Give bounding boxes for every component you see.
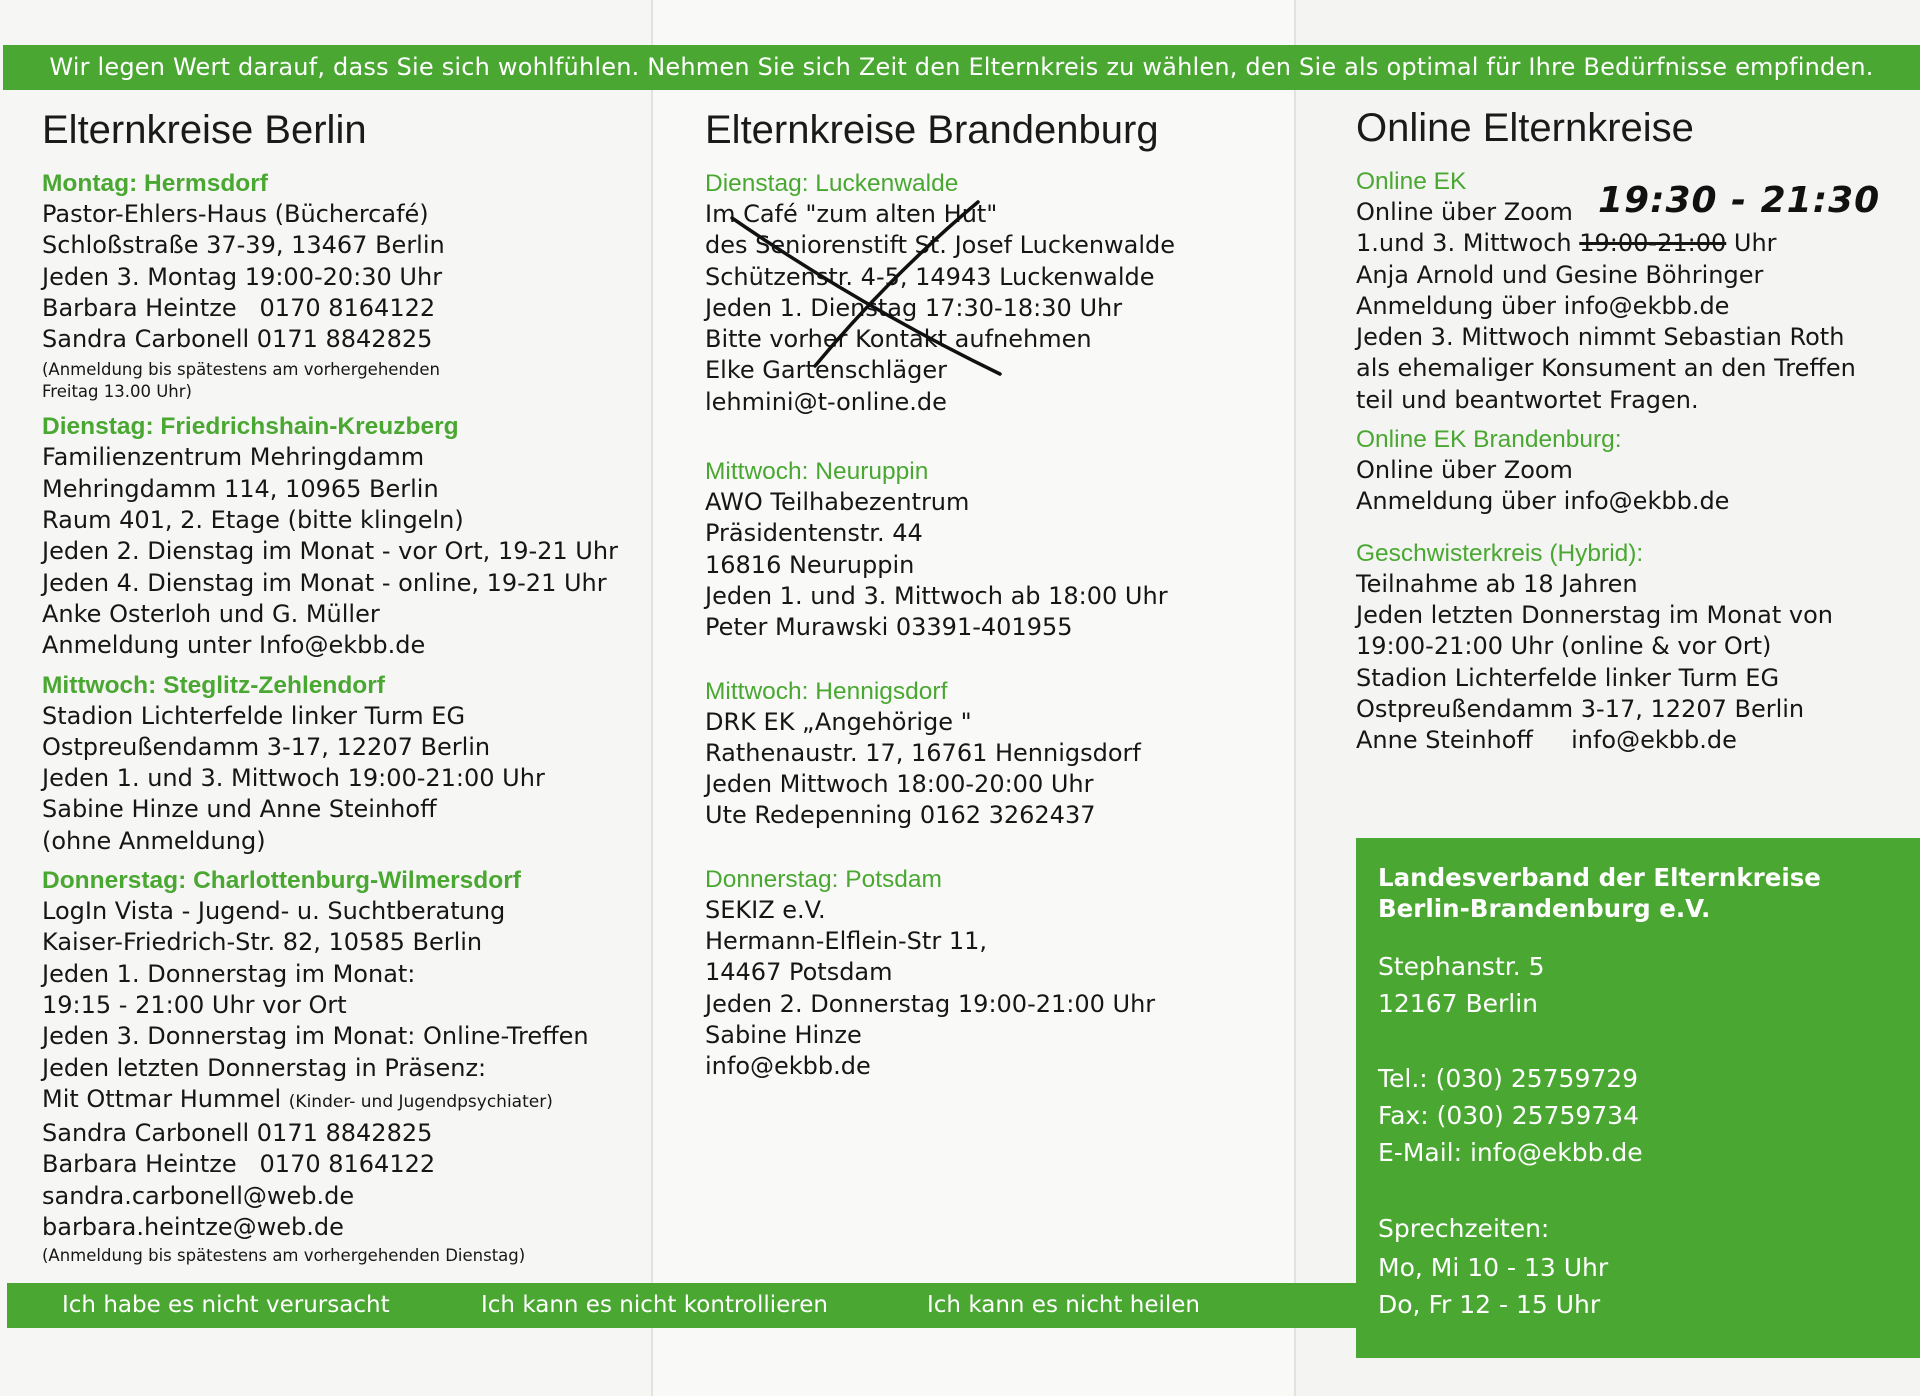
entry-line: Stadion Lichterfelde linker Turm EG bbox=[42, 701, 466, 730]
entry-line: Anmeldung über info@ekbb.de bbox=[1356, 487, 1730, 516]
entry-line: (ohne Anmeldung) bbox=[42, 826, 266, 855]
entry-line: Raum 401, 2. Etage (bitte klingeln) bbox=[42, 506, 464, 535]
entry-line: Jeden 2. Dienstag im Monat - vor Ort, 19-21 Uhr bbox=[42, 537, 618, 566]
entry-friedrichshain bbox=[42, 411, 642, 661]
entry-potsdam bbox=[705, 864, 1285, 1083]
entry-line: Pastor-Ehlers-Haus (Büchercafé) bbox=[42, 200, 429, 228]
slogan-1: Ich habe es nicht verursacht bbox=[62, 1292, 390, 1318]
entry-line: SEKIZ e.V. bbox=[705, 895, 826, 924]
top-banner bbox=[3, 45, 1920, 90]
online-title: Online Elternkreise bbox=[1356, 106, 1694, 150]
entry-line: Hermann-Elflein-Str 11, bbox=[705, 927, 987, 956]
entry-line: Ostpreußendamm 3-17, 12207 Berlin bbox=[1356, 694, 1805, 723]
entry-line: Anke Osterloh und G. Müller bbox=[42, 599, 380, 628]
entry-note: (Anmeldung bis spätestens am vorhergehenden bbox=[42, 360, 440, 380]
hours-label: Sprechzeiten: bbox=[1378, 1214, 1550, 1243]
entry-line: Teilnahme ab 18 Jahren bbox=[1356, 569, 1638, 598]
entry-line: DRK EK „Angehörige " bbox=[705, 707, 972, 736]
hummel-name: Mit Ottmar Hummel bbox=[42, 1084, 282, 1113]
contact-fax: Fax: (030) 25759734 bbox=[1378, 1101, 1639, 1130]
entry-heading: Geschwisterkreis (Hybrid): bbox=[1356, 539, 1644, 567]
brandenburg-title: Elternkreise Brandenburg bbox=[705, 108, 1159, 152]
entry-online-brandenburg bbox=[1356, 424, 1916, 518]
entry-line: Präsidentenstr. 44 bbox=[705, 519, 923, 548]
entry-line: Anja Arnold und Gesine Böhringer bbox=[1356, 260, 1764, 289]
entry-heading: Mittwoch: Hennigsdorf bbox=[705, 677, 948, 705]
entry-line: 16816 Neuruppin bbox=[705, 550, 915, 579]
entry-neuruppin bbox=[705, 456, 1285, 643]
entry-line: Jeden 3. Mittwoch nimmt Sebastian Roth bbox=[1356, 323, 1845, 352]
hummel-note: (Kinder- und Jugendpsychiater) bbox=[288, 1091, 553, 1112]
brandenburg-column bbox=[705, 104, 1285, 1083]
org-name bbox=[1378, 862, 1821, 924]
slogan-2: Ich kann es nicht kontrollieren bbox=[481, 1292, 828, 1318]
entry-line: als ehemaliger Konsument an den Treffen bbox=[1356, 354, 1856, 383]
contact-city: 12167 Berlin bbox=[1378, 989, 1539, 1018]
entry-line bbox=[42, 1084, 642, 1118]
entry-geschwisterkreis bbox=[1356, 538, 1916, 757]
entry-line: Barbara Heintze 0170 8164122 bbox=[42, 293, 436, 322]
entry-line: Schützenstr. 4-5, 14943 Luckenwalde bbox=[705, 262, 1155, 291]
entry-line: Familienzentrum Mehringdamm bbox=[42, 443, 425, 472]
entry-note: Freitag 13.00 Uhr) bbox=[42, 382, 192, 402]
entry-line: Rathenaustr. 17, 16761 Hennigsdorf bbox=[705, 738, 1141, 767]
contact-street: Stephanstr. 5 bbox=[1378, 952, 1545, 981]
entry-line: Sandra Carbonell 0171 8842825 bbox=[42, 1119, 433, 1148]
entry-steglitz bbox=[42, 670, 642, 857]
fold-line bbox=[1294, 0, 1296, 1396]
cross-out-mark bbox=[720, 196, 1010, 376]
entry-heading: Montag: Hermsdorf bbox=[42, 170, 268, 197]
entry-heading: Dienstag: Friedrichshain-Kreuzberg bbox=[42, 413, 459, 441]
entry-line: Im Café "zum alten Hut" bbox=[705, 200, 998, 228]
entry-line: Schloßstraße 37-39, 13467 Berlin bbox=[42, 231, 445, 260]
contact-box bbox=[1356, 838, 1920, 1358]
entry-line: Stadion Lichterfelde linker Turm EG bbox=[1356, 663, 1780, 692]
entry-line: Jeden letzten Donnerstag in Präsenz: bbox=[42, 1053, 487, 1082]
entry-line: Jeden 1. und 3. Mittwoch 19:00-21:00 Uhr bbox=[42, 764, 545, 793]
entry-hennigsdorf bbox=[705, 676, 1285, 832]
entry-email: lehmini@t-online.de bbox=[705, 387, 947, 416]
entry-line: Elke Gartenschläger bbox=[705, 356, 947, 385]
time-suffix: Uhr bbox=[1726, 229, 1777, 258]
entry-line: des Seniorenstift St. Josef Luckenwalde bbox=[705, 231, 1176, 260]
entry-line: Mehringdamm 114, 10965 Berlin bbox=[42, 474, 439, 503]
entry-line: Jeden 3. Donnerstag im Monat: Online-Treffen bbox=[42, 1022, 589, 1051]
entry-line: Anmeldung unter Info@ekbb.de bbox=[42, 631, 426, 660]
entry-heading: Donnerstag: Charlottenburg-Wilmersdorf bbox=[42, 867, 521, 895]
contact-tel: Tel.: (030) 25759729 bbox=[1378, 1064, 1639, 1093]
entry-line: Jeden 4. Dienstag im Monat - online, 19-21 Uhr bbox=[42, 568, 607, 597]
entry-line: Sabine Hinze und Anne Steinhoff bbox=[42, 795, 437, 824]
entry-line: LogIn Vista - Jugend- u. Suchtberatung bbox=[42, 897, 506, 926]
entry-heading: Online EK Brandenburg: bbox=[1356, 426, 1622, 454]
bottom-banner bbox=[7, 1283, 1357, 1328]
berlin-title: Elternkreise Berlin bbox=[42, 108, 367, 152]
entry-hermsdorf bbox=[42, 168, 642, 403]
entry-line: 19:00-21:00 Uhr (online & vor Ort) bbox=[1356, 632, 1772, 661]
entry-heading: Online EK bbox=[1356, 168, 1467, 195]
entry-line: Kaiser-Friedrich-Str. 82, 10585 Berlin bbox=[42, 928, 483, 957]
entry-email: barbara.heintze@web.de bbox=[42, 1213, 344, 1242]
entry-heading: Dienstag: Luckenwalde bbox=[705, 170, 959, 197]
entry-line: Jeden 3. Montag 19:00-20:30 Uhr bbox=[42, 262, 443, 291]
entry-line: Jeden 1. Dienstag 17:30-18:30 Uhr bbox=[705, 293, 1123, 322]
entry-note: (Anmeldung bis spätestens am vorhergehenden Dienstag) bbox=[42, 1246, 526, 1266]
entry-line: Online über Zoom bbox=[1356, 456, 1573, 485]
entry-line bbox=[1356, 228, 1916, 259]
struck-time: 19:00-21:00 bbox=[1579, 229, 1727, 258]
entry-line: 19:15 - 21:00 Uhr vor Ort bbox=[42, 990, 347, 1019]
entry-line: Bitte vorher Kontakt aufnehmen bbox=[705, 325, 1092, 354]
top-banner-text: Wir legen Wert darauf, dass Sie sich wohlfühlen. Nehmen Sie sich Zeit den Elternkreis zu wählen, den Sie als optimal für Ihre Bedürfnisse empfinden. bbox=[49, 53, 1874, 81]
entry-email: info@ekbb.de bbox=[705, 1052, 871, 1081]
slogan-3: Ich kann es nicht heilen bbox=[927, 1292, 1200, 1318]
entry-line: Peter Murawski 03391-401955 bbox=[705, 613, 1073, 642]
entry-line: AWO Teilhabezentrum bbox=[705, 488, 970, 517]
entry-heading: Donnerstag: Potsdam bbox=[705, 865, 942, 893]
entry-line: teil und beantwortet Fragen. bbox=[1356, 385, 1699, 414]
entry-line: Jeden 2. Donnerstag 19:00-21:00 Uhr bbox=[705, 989, 1156, 1018]
fold-line bbox=[651, 0, 653, 1396]
entry-line: 14467 Potsdam bbox=[705, 958, 893, 987]
berlin-column bbox=[42, 104, 642, 1267]
entry-email: sandra.carbonell@web.de bbox=[42, 1181, 355, 1210]
hours-line: Mo, Mi 10 - 13 Uhr bbox=[1378, 1253, 1609, 1282]
entry-line: Ute Redepenning 0162 3262437 bbox=[705, 801, 1096, 830]
entry-line: Jeden 1. und 3. Mittwoch ab 18:00 Uhr bbox=[705, 581, 1168, 610]
entry-charlottenburg bbox=[42, 865, 642, 1267]
entry-line: Barbara Heintze 0170 8164122 bbox=[42, 1150, 436, 1179]
entry-line: Anne Steinhoff info@ekbb.de bbox=[1356, 726, 1737, 755]
org-name-line: Berlin-Brandenburg e.V. bbox=[1378, 894, 1711, 923]
org-name-line: Landesverband der Elternkreise bbox=[1378, 863, 1821, 892]
hours-line: Do, Fr 12 - 15 Uhr bbox=[1378, 1290, 1601, 1319]
entry-line: Sabine Hinze bbox=[705, 1020, 862, 1049]
entry-heading: Mittwoch: Neuruppin bbox=[705, 458, 929, 486]
entry-heading: Mittwoch: Steglitz-Zehlendorf bbox=[42, 671, 385, 699]
entry-line: Jeden 1. Donnerstag im Monat: bbox=[42, 959, 416, 988]
entry-line: Anmeldung über info@ekbb.de bbox=[1356, 291, 1730, 320]
handwritten-time: 19:30 - 21:30 bbox=[1598, 180, 1881, 221]
time-prefix: 1.und 3. Mittwoch bbox=[1356, 229, 1580, 258]
entry-line: Ostpreußendamm 3-17, 12207 Berlin bbox=[42, 732, 491, 761]
entry-line: Jeden letzten Donnerstag im Monat von bbox=[1356, 600, 1833, 629]
entry-luckenwalde bbox=[705, 168, 1285, 418]
contact-email: E-Mail: info@ekbb.de bbox=[1378, 1138, 1643, 1167]
entry-line: Sandra Carbonell 0171 8842825 bbox=[42, 325, 433, 354]
entry-line: Online über Zoom bbox=[1356, 198, 1573, 226]
entry-line: Jeden Mittwoch 18:00-20:00 Uhr bbox=[705, 770, 1094, 799]
